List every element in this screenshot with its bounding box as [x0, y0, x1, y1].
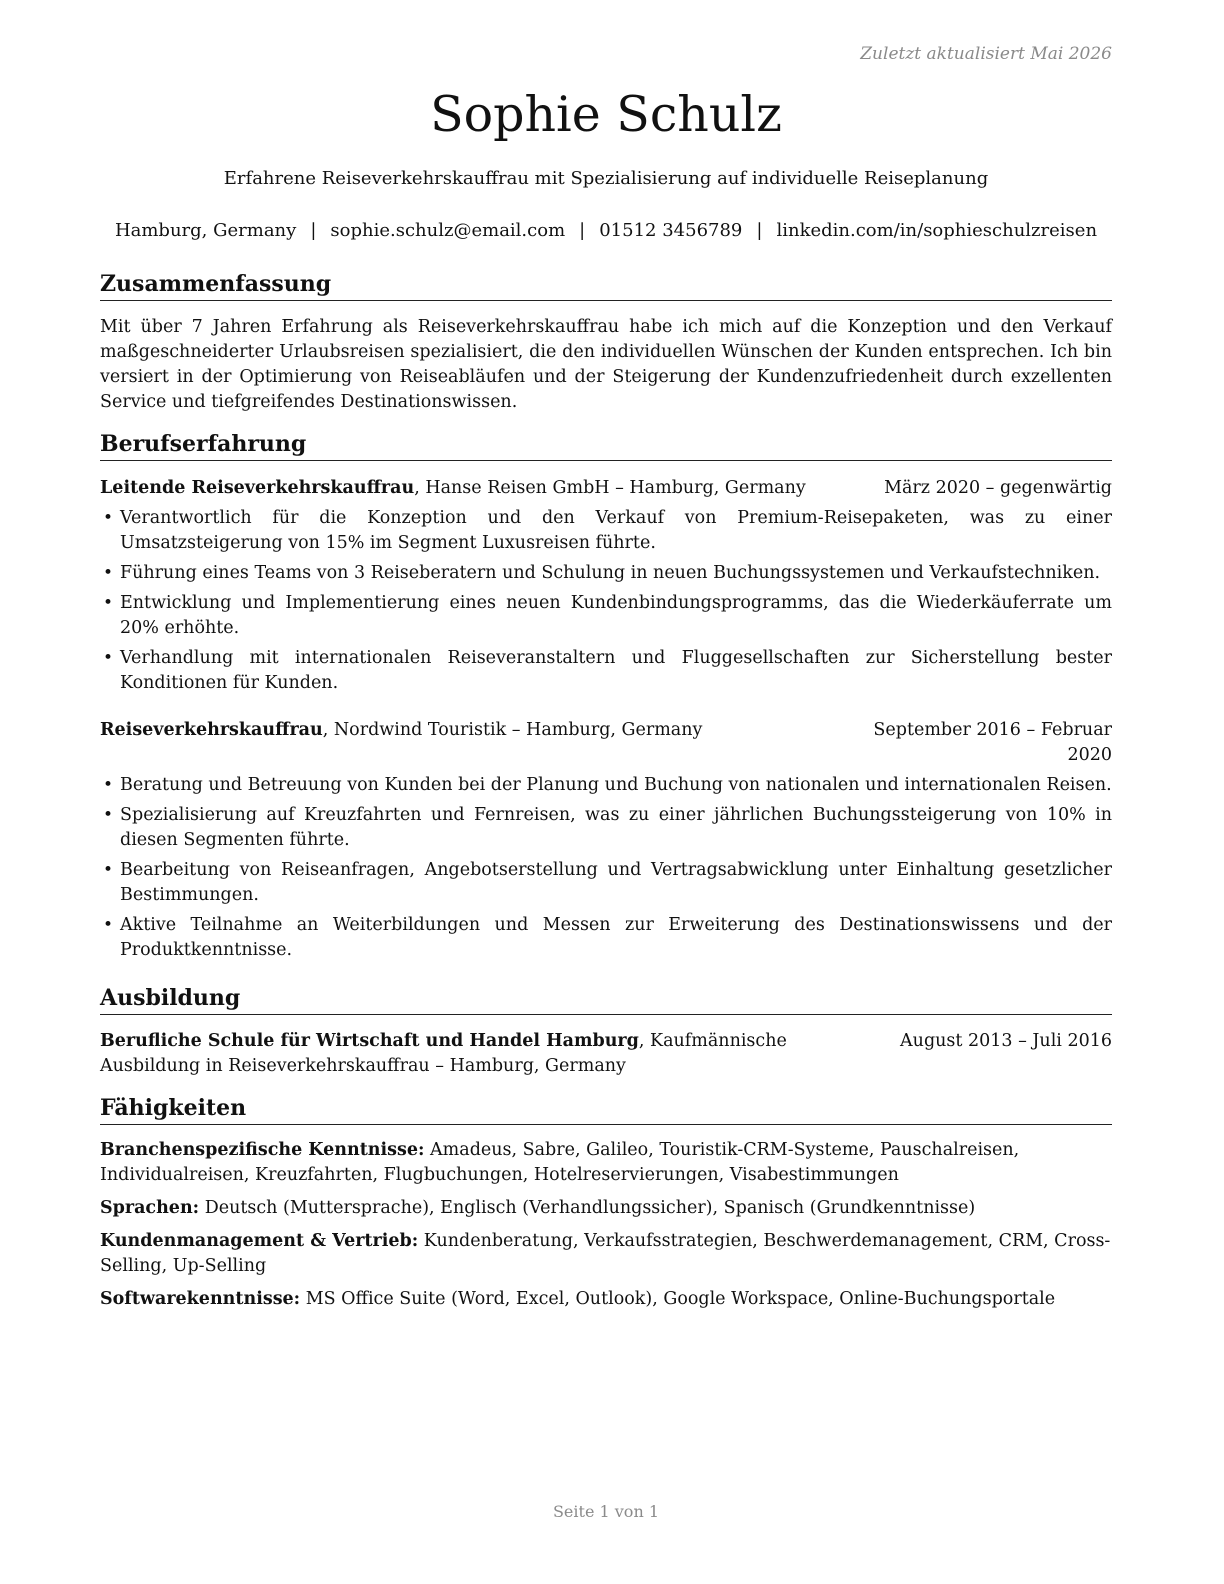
skill-row: [100, 1196, 1112, 1221]
job-bullets: [100, 506, 1112, 696]
bullet-item: [100, 561, 1112, 586]
skills-section: [100, 1094, 1112, 1312]
bullet-item: [100, 913, 1112, 963]
bullet-icon: •: [103, 648, 114, 668]
bullet-icon: •: [103, 915, 114, 935]
page-number: Seite 1 von 1: [552, 1502, 660, 1521]
job-header: [100, 476, 1112, 501]
job-company: , Hanse Reisen GmbH – Hamburg, Germany: [414, 478, 806, 498]
contact-separator: |: [756, 220, 763, 241]
section-title-summary: Zusammenfassung: [100, 270, 1112, 301]
skill-label: Softwarekenntnisse:: [100, 1289, 301, 1309]
contact-line: [100, 220, 1112, 241]
bullet-item: [100, 591, 1112, 641]
contact-location: Hamburg, Germany: [114, 220, 297, 241]
bullet-icon: •: [103, 593, 114, 613]
skill-label: Sprachen:: [100, 1198, 200, 1218]
bullet-item: [100, 506, 1112, 556]
bullet-text: Führung eines Teams von 3 Reiseberatern und Schulung in neuen Buchungssystemen und Verkaufstechniken.: [120, 563, 1101, 583]
bullet-icon: •: [103, 805, 114, 825]
bullet-icon: •: [103, 508, 114, 528]
bullet-text: Aktive Teilnahme an Weiterbildungen und Messen zur Erweiterung des Destinationswissens und der Produktkenntnisse.: [120, 915, 1112, 960]
tagline: Erfahrene Reiseverkehrskauffrau mit Spezialisierung auf individuelle Reiseplanung: [223, 168, 989, 189]
job-entry: [100, 476, 1112, 696]
bullet-text: Entwicklung und Implementierung eines neuen Kundenbindungsprogramms, das die Wiederkäuferrate um 20% erhöhte.: [120, 593, 1112, 638]
bullet-item: [100, 646, 1112, 696]
contact-linkedin[interactable]: linkedin.com/in/sophieschulzreisen: [776, 220, 1098, 241]
bullet-text: Spezialisierung auf Kreuzfahrten und Fernreisen, was zu einer jährlichen Buchungssteigerung von 10% in diesen Segmenten führte.: [120, 805, 1112, 850]
education-detail: , Kaufmännische Ausbildung in Reiseverkehrskauffrau – Hamburg, Germany: [100, 1031, 787, 1076]
section-title-experience: Berufserfahrung: [100, 430, 1112, 461]
contact-separator: |: [579, 220, 586, 241]
education-school: Berufliche Schule für Wirtschaft und Handel Hamburg: [100, 1031, 639, 1051]
bullet-item: [100, 803, 1112, 853]
bullet-text: Bearbeitung von Reiseanfragen, Angebotserstellung und Vertragsabwicklung unter Einhaltung gesetzlicher Bestimmungen.: [120, 860, 1112, 905]
skill-row: [100, 1138, 1112, 1188]
bullet-icon: •: [103, 775, 114, 795]
bullet-item: [100, 858, 1112, 908]
job-dates: September 2016 – Februar 2020: [873, 720, 1112, 765]
skill-value: Amadeus, Sabre, Galileo, Touristik-CRM-Systeme, Pauschalreisen, Individualreisen, Kreuzfahrten, Flugbuchungen, Hotelreservierungen, Visabestimmungen: [100, 1140, 1020, 1185]
contact-separator: |: [310, 220, 317, 241]
skill-label: Kundenmanagement & Vertrieb:: [100, 1231, 419, 1251]
skill-row: [100, 1287, 1112, 1312]
bullet-text: Verhandlung mit internationalen Reiseveranstaltern und Fluggesellschaften zur Sicherstellung bester Konditionen für Kunden.: [120, 648, 1112, 693]
contact-phone[interactable]: 01512 3456789: [599, 220, 743, 241]
section-title-skills: Fähigkeiten: [100, 1094, 1112, 1125]
skill-row: [100, 1229, 1112, 1279]
education-entry: [100, 1029, 1112, 1079]
bullet-text: Verantwortlich für die Konzeption und den Verkauf von Premium-Reisepaketen, was zu einer Umsatzsteigerung von 15% im Segment Luxusreisen führte.: [120, 508, 1112, 553]
section-title-education: Ausbildung: [100, 984, 1112, 1015]
bullet-item: [100, 773, 1112, 798]
skill-value: Deutsch (Muttersprache), Englisch (Verhandlungssicher), Spanisch (Grundkenntnisse): [199, 1198, 976, 1218]
last-updated: Zuletzt aktualisiert Mai 2026: [860, 44, 1112, 64]
education-section: [100, 984, 1112, 1079]
skill-label: Branchenspezifische Kenntnisse:: [100, 1140, 425, 1160]
bullet-icon: •: [103, 563, 114, 583]
job-entry: [100, 718, 1112, 963]
education-dates: August 2013 – Juli 2016: [900, 1031, 1112, 1051]
bullet-text: Beratung und Betreuung von Kunden bei der Planung und Buchung von nationalen und internationalen Reisen.: [120, 775, 1112, 795]
job-dates: März 2020 – gegenwärtig: [884, 478, 1112, 498]
skill-value: Kundenberatung, Verkaufsstrategien, Beschwerdemanagement, CRM, Cross-Selling, Up-Selling: [100, 1231, 1111, 1276]
job-role: Leitende Reiseverkehrskauffrau: [100, 478, 415, 498]
summary-section: [100, 270, 1112, 415]
job-header: [100, 718, 1112, 768]
contact-email[interactable]: sophie.schulz@email.com: [330, 220, 566, 241]
summary-text: Mit über 7 Jahren Erfahrung als Reiseverkehrskauffrau habe ich mich auf die Konzeption und den Verkauf maßgeschneiderter Urlaubsreisen spezialisiert, die den individuellen Wünschen der Kunden entsprechen. Ich bin versiert in der Optimierung von Reiseabläufen und der Steigerung der Kundenzufriedenheit durch exzellenten Service und tiefgreifendes Destinationswissen.: [100, 317, 1112, 412]
experience-section: [100, 430, 1112, 963]
bullet-icon: •: [103, 860, 114, 880]
candidate-name: Sophie Schulz: [430, 86, 782, 143]
job-bullets: [100, 773, 1112, 963]
job-role: Reiseverkehrskauffrau: [100, 720, 323, 740]
job-company: , Nordwind Touristik – Hamburg, Germany: [322, 720, 703, 740]
skill-value: MS Office Suite (Word, Excel, Outlook), Google Workspace, Online-Buchungsportale: [300, 1289, 1056, 1309]
